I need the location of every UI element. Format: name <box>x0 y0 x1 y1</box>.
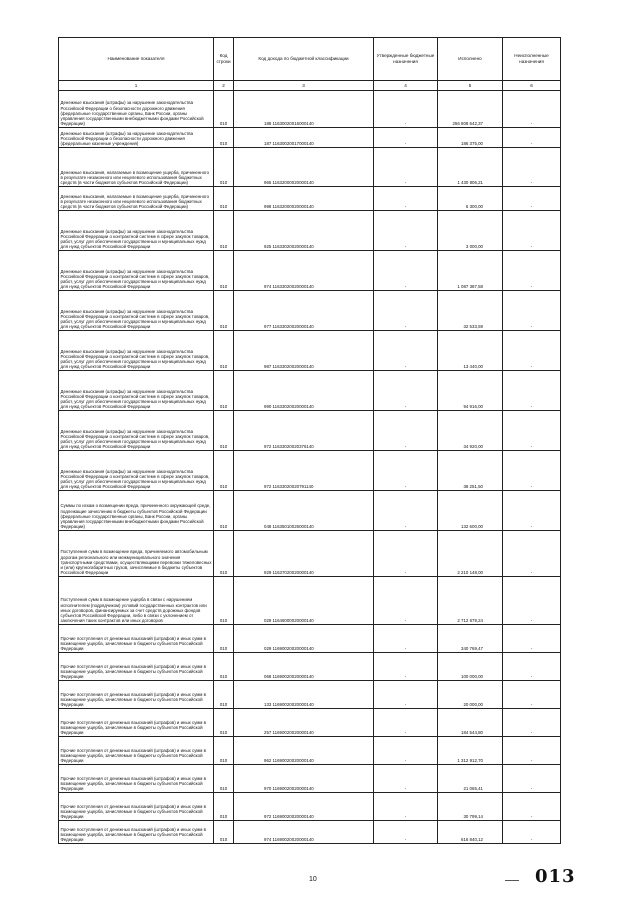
row-approved: - <box>374 821 438 844</box>
row-indicator-name: Прочие поступления от денежных взысканий (штрафов) и иных сумм в возмещение ущерба, зачисляемые в бюджеты субъектов Российской Федерации <box>59 765 214 793</box>
row-line-code: 010 <box>214 653 234 681</box>
row-approved: - <box>374 577 438 625</box>
header-indicator-name: Наименование показателя <box>59 38 214 81</box>
row-budget-code: 929 11637020020000140 <box>234 531 374 577</box>
row-budget-code: 965 11632000020000140 <box>234 148 374 187</box>
row-executed: 256 808 642,37 <box>438 91 503 128</box>
header-budget-code: Код дохода по бюджетной классификации <box>234 38 374 81</box>
row-approved: - <box>374 371 438 411</box>
row-line-code: 010 <box>214 821 234 844</box>
table-row <box>59 491 561 531</box>
row-line-code: 010 <box>214 251 234 291</box>
table-row <box>59 211 561 251</box>
table-row <box>59 681 561 709</box>
row-approved: - <box>374 291 438 331</box>
row-indicator-name: Денежные взыскания, налагаемые в возмещение ущерба, причиненного в результате незаконного или нецелевого использования бюджетных средств (в части бюджетов субъектов Российской Федерации) <box>59 148 214 187</box>
table-row <box>59 411 561 451</box>
row-indicator-name: Денежные взыскания (штрафы) за нарушение законодательства Российской Федерации о контрактной системе в сфере закупок товаров, работ, услуг для обеспечения государственных и муниципальных нужд для нужд субъектов Российской Федерации <box>59 211 214 251</box>
row-executed: 100 000,00 <box>438 653 503 681</box>
report-table <box>58 37 561 844</box>
row-budget-code: 972 11633020020376140 <box>234 411 374 451</box>
row-budget-code: 257 11690020020000140 <box>234 709 374 737</box>
table-row <box>59 291 561 331</box>
row-line-code: 010 <box>214 737 234 765</box>
row-indicator-name: Денежные взыскания, налагаемые в возмещение ущерба, причиненного в результате незаконного или нецелевого использования бюджетных средств (в части бюджетов субъектов Российской Федерации) <box>59 187 214 211</box>
row-approved: - <box>374 737 438 765</box>
column-number-row <box>59 81 561 91</box>
sheet-stamp-number: 013 <box>535 866 576 887</box>
table-body <box>59 91 561 844</box>
row-indicator-name: Прочие поступления от денежных взысканий (штрафов) и иных сумм в возмещение ущерба, зачисляемые в бюджеты субъектов Российской Федерации <box>59 793 214 821</box>
row-line-code: 010 <box>214 625 234 653</box>
row-executed: 38 251,50 <box>438 451 503 491</box>
row-unexecuted: - <box>503 148 561 187</box>
table-row <box>59 531 561 577</box>
row-line-code: 010 <box>214 765 234 793</box>
table-row <box>59 128 561 148</box>
row-unexecuted: - <box>503 793 561 821</box>
row-budget-code: 029 11646000020000140 <box>234 577 374 625</box>
table-row <box>59 625 561 653</box>
row-line-code: 010 <box>214 793 234 821</box>
row-unexecuted: - <box>503 821 561 844</box>
row-indicator-name: Прочие поступления от денежных взысканий (штрафов) и иных сумм в возмещение ущерба, зачисляемые в бюджеты субъектов Российской Федерации <box>59 653 214 681</box>
row-approved: - <box>374 793 438 821</box>
row-approved: - <box>374 681 438 709</box>
table-row <box>59 765 561 793</box>
row-unexecuted: - <box>503 371 561 411</box>
header-approved: Утвержденные бюджетные назначения <box>374 38 438 81</box>
row-indicator-name: Прочие поступления от денежных взысканий (штрафов) и иных сумм в возмещение ущерба, зачисляемые в бюджеты субъектов Российской Федерации <box>59 821 214 844</box>
row-executed: 132 600,00 <box>438 491 503 531</box>
header-executed: Исполнено <box>438 38 503 81</box>
table-row <box>59 251 561 291</box>
row-executed: 184 544,80 <box>438 709 503 737</box>
row-budget-code: 133 11690020020000140 <box>234 681 374 709</box>
row-unexecuted: - <box>503 451 561 491</box>
row-line-code: 010 <box>214 211 234 251</box>
row-approved: - <box>374 653 438 681</box>
row-executed: 2 210 148,00 <box>438 531 503 577</box>
row-line-code: 010 <box>214 148 234 187</box>
footer-dash <box>505 880 519 881</box>
row-budget-code: 972 11690020020000140 <box>234 793 374 821</box>
column-number: 5 <box>438 81 503 91</box>
row-indicator-name: Денежные взыскания (штрафы) за нарушение законодательства Российской Федерации о контрактной системе в сфере закупок товаров, работ, услуг для обеспечения государственных и муниципальных нужд для нужд субъектов Российской Федерации <box>59 331 214 371</box>
header-line-code: Код строки <box>214 38 234 81</box>
row-approved: - <box>374 625 438 653</box>
table-row <box>59 331 561 371</box>
row-indicator-name: Денежные взыскания (штрафы) за нарушение законодательства Российской Федерации о безопасности дорожного движения (федеральные государственные органы, Банк России, органы управления государственными внебюджетными фондами Российской Федерации) <box>59 91 214 128</box>
row-line-code: 010 <box>214 411 234 451</box>
row-budget-code: 974 11633020020000140 <box>234 251 374 291</box>
row-line-code: 010 <box>214 681 234 709</box>
row-line-code: 010 <box>214 709 234 737</box>
table-row <box>59 148 561 187</box>
row-unexecuted: - <box>503 411 561 451</box>
row-unexecuted: - <box>503 765 561 793</box>
table-row <box>59 653 561 681</box>
row-budget-code: 188 11630020016000140 <box>234 91 374 128</box>
row-line-code: 010 <box>214 451 234 491</box>
table-row <box>59 737 561 765</box>
row-approved: - <box>374 491 438 531</box>
row-budget-code: 974 11690020020000140 <box>234 821 374 844</box>
row-line-code: 010 <box>214 291 234 331</box>
table-row <box>59 371 561 411</box>
row-executed: 1 087 387,58 <box>438 251 503 291</box>
row-unexecuted: - <box>503 737 561 765</box>
row-executed: 6 300,00 <box>438 187 503 211</box>
row-budget-code: 962 11690020020000140 <box>234 737 374 765</box>
row-executed: 3 000,00 <box>438 211 503 251</box>
table-row <box>59 793 561 821</box>
row-approved: - <box>374 451 438 491</box>
row-executed: 1 312 912,70 <box>438 737 503 765</box>
column-number: 1 <box>59 81 214 91</box>
page-number: 10 <box>309 876 317 883</box>
table-row <box>59 821 561 844</box>
table-row <box>59 577 561 625</box>
row-approved: - <box>374 91 438 128</box>
row-budget-code: 970 11690020020000140 <box>234 765 374 793</box>
row-unexecuted: - <box>503 291 561 331</box>
row-line-code: 010 <box>214 331 234 371</box>
row-unexecuted: - <box>503 709 561 737</box>
row-unexecuted: - <box>503 251 561 291</box>
row-approved: - <box>374 411 438 451</box>
row-budget-code: 048 11635010026000140 <box>234 491 374 531</box>
row-unexecuted: - <box>503 91 561 128</box>
row-budget-code: 972 11633020020791140 <box>234 451 374 491</box>
column-number: 4 <box>374 81 438 91</box>
row-approved: - <box>374 251 438 291</box>
row-indicator-name: Денежные взыскания (штрафы) за нарушение законодательства Российской Федерации о контрактной системе в сфере закупок товаров, работ, услуг для обеспечения государственных и муниципальных нужд для нужд субъектов Российской Федерации <box>59 251 214 291</box>
row-indicator-name: Суммы по искам о возмещении вреда, причиненного окружающей среде, подлежащие зачислению в бюджеты субъектов Российской Федерации (федеральные государственные органы, Банк России, органы управления государственными внебюджетными фондами Российской Федерации) <box>59 491 214 531</box>
row-executed: 20 000,00 <box>438 681 503 709</box>
row-line-code: 010 <box>214 187 234 211</box>
row-line-code: 010 <box>214 371 234 411</box>
row-line-code: 010 <box>214 577 234 625</box>
row-unexecuted: - <box>503 531 561 577</box>
row-indicator-name: Денежные взыскания (штрафы) за нарушение законодательства Российской Федерации о контрактной системе в сфере закупок товаров, работ, услуг для обеспечения государственных и муниципальных нужд для нужд субъектов Российской Федерации <box>59 371 214 411</box>
row-approved: - <box>374 128 438 148</box>
row-indicator-name: Денежные взыскания (штрафы) за нарушение законодательства Российской Федерации о контрактной системе в сфере закупок товаров, работ, услуг для обеспечения государственных и муниципальных нужд для нужд субъектов Российской Федерации <box>59 291 214 331</box>
row-indicator-name: Прочие поступления от денежных взысканий (штрафов) и иных сумм в возмещение ущерба, зачисляемые в бюджеты субъектов Российской Федерации <box>59 681 214 709</box>
row-indicator-name: Прочие поступления от денежных взысканий (штрафов) и иных сумм в возмещение ущерба, зачисляемые в бюджеты субъектов Российской Федерации <box>59 709 214 737</box>
row-budget-code: 187 11630020017000140 <box>234 128 374 148</box>
row-approved: - <box>374 148 438 187</box>
row-approved: - <box>374 331 438 371</box>
row-indicator-name: Поступления сумм в возмещение ущерба в связи с нарушением исполнителем (подрядчиком) условий государственных контрактов или иных договоров, финансируемых за счет средств дорожных фондов субъектов Российской Федерации, либо в связи с уклонением от заключения таких контрактов или иных договоров <box>59 577 214 625</box>
table-row <box>59 91 561 128</box>
row-executed: 2 712 679,24 <box>438 577 503 625</box>
table-row <box>59 187 561 211</box>
row-budget-code: 029 11690020020000140 <box>234 625 374 653</box>
row-budget-code: 925 11633020020000140 <box>234 211 374 251</box>
row-line-code: 010 <box>214 531 234 577</box>
row-budget-code: 977 11633020020000140 <box>234 291 374 331</box>
row-executed: 34 920,00 <box>438 411 503 451</box>
row-executed: 340 769,47 <box>438 625 503 653</box>
row-budget-code: 998 11632000020000140 <box>234 187 374 211</box>
column-number: 2 <box>214 81 234 91</box>
row-executed: 21 065,41 <box>438 765 503 793</box>
row-approved: - <box>374 211 438 251</box>
column-number: 6 <box>503 81 561 91</box>
row-approved: - <box>374 765 438 793</box>
row-indicator-name: Прочие поступления от денежных взысканий (штрафов) и иных сумм в возмещение ущерба, зачисляемые в бюджеты субъектов Российской Федерации <box>59 625 214 653</box>
row-unexecuted: - <box>503 128 561 148</box>
table-row <box>59 709 561 737</box>
row-executed: 186 375,00 <box>438 128 503 148</box>
row-executed: 1 430 806,21 <box>438 148 503 187</box>
row-unexecuted: - <box>503 211 561 251</box>
row-executed: 32 533,59 <box>438 291 503 331</box>
row-executed: 616 840,12 <box>438 821 503 844</box>
row-unexecuted: - <box>503 491 561 531</box>
row-approved: - <box>374 187 438 211</box>
row-budget-code: 990 11633020020000140 <box>234 371 374 411</box>
row-unexecuted: - <box>503 653 561 681</box>
row-unexecuted: - <box>503 331 561 371</box>
row-budget-code: 068 11690020020000140 <box>234 653 374 681</box>
row-unexecuted: - <box>503 681 561 709</box>
row-executed: 13 440,00 <box>438 331 503 371</box>
row-approved: - <box>374 531 438 577</box>
row-unexecuted: - <box>503 625 561 653</box>
row-unexecuted: - <box>503 577 561 625</box>
row-indicator-name: Денежные взыскания (штрафы) за нарушение законодательства Российской Федерации о безопасности дорожного движения (федеральные казенные учреждения) <box>59 128 214 148</box>
row-indicator-name: Денежные взыскания (штрафы) за нарушение законодательства Российской Федерации о контрактной системе в сфере закупок товаров, работ, услуг для обеспечения государственных и муниципальных нужд для нужд субъектов Российской Федерации <box>59 451 214 491</box>
row-indicator-name: Денежные взыскания (штрафы) за нарушение законодательства Российской Федерации о контрактной системе в сфере закупок товаров, работ, услуг для обеспечения государственных и муниципальных нужд для нужд субъектов Российской Федерации <box>59 411 214 451</box>
table-row <box>59 451 561 491</box>
row-indicator-name: Прочие поступления от денежных взысканий (штрафов) и иных сумм в возмещение ущерба, зачисляемые в бюджеты субъектов Российской Федерации <box>59 737 214 765</box>
row-indicator-name: Поступления сумм в возмещение вреда, причиняемого автомобильным дорогам регионального или межмуниципального значения транспортными средствами, осуществляющими перевозки тяжеловесных и (или) крупногабаритных грузов, зачисляемые в бюджеты субъектов Российской Федерации <box>59 531 214 577</box>
row-line-code: 010 <box>214 128 234 148</box>
row-approved: - <box>374 709 438 737</box>
column-number: 3 <box>234 81 374 91</box>
row-unexecuted: - <box>503 187 561 211</box>
row-line-code: 010 <box>214 491 234 531</box>
row-executed: 94 916,00 <box>438 371 503 411</box>
header-unexecuted: Неисполненные назначения <box>503 38 561 81</box>
row-executed: 30 799,14 <box>438 793 503 821</box>
header-row <box>59 38 561 81</box>
row-budget-code: 987 11633020020000140 <box>234 331 374 371</box>
row-line-code: 010 <box>214 91 234 128</box>
